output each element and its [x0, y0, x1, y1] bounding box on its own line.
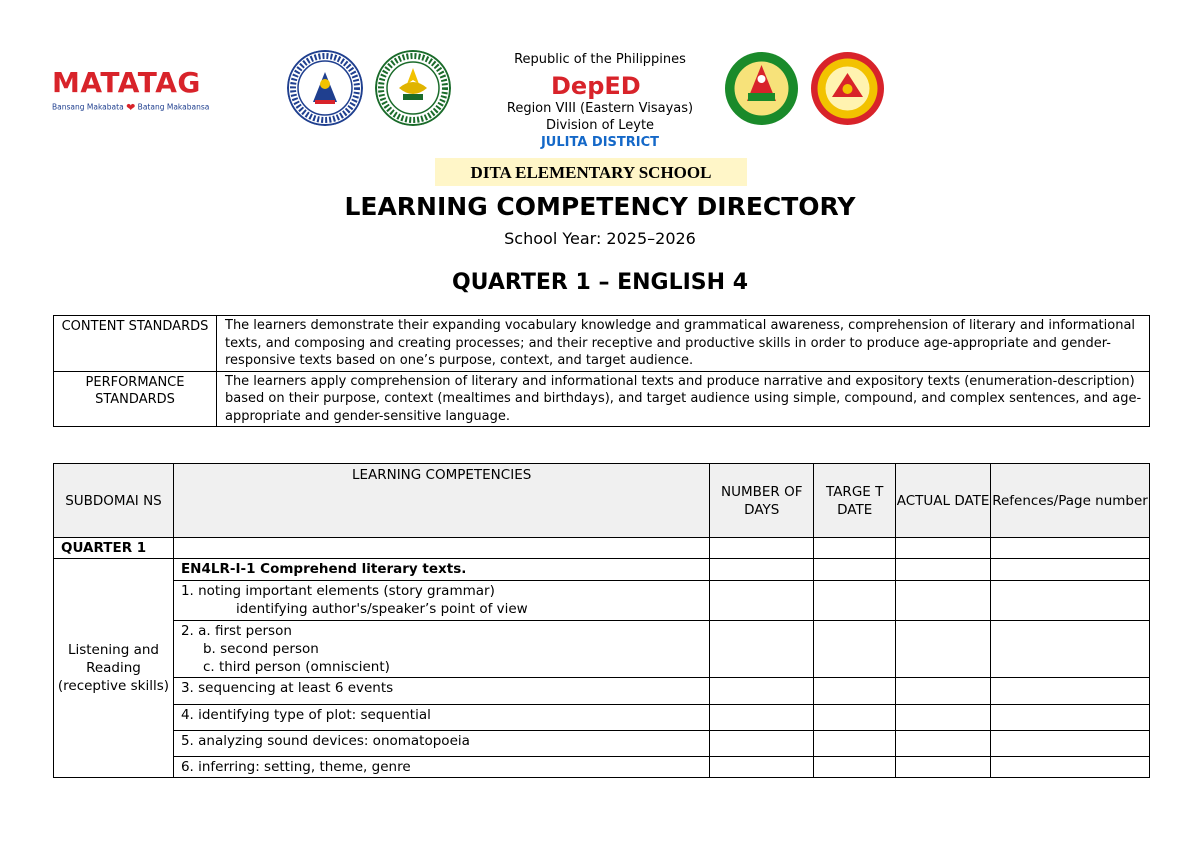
header-references: Refences/Page number [991, 464, 1150, 538]
competency-table [53, 463, 1150, 778]
header-number-of-days: NUMBER OF DAYS [710, 464, 814, 538]
republic-line: Republic of the Philippines [514, 52, 686, 67]
competency-code: EN4LR-I-1 Comprehend literary texts. [173, 559, 709, 581]
competency-item-6: 6. inferring: setting, theme, genre [173, 757, 709, 778]
header-subdomains: SUBDOMAI NS [54, 464, 174, 538]
competency-item-2 [173, 621, 709, 678]
table-row [54, 705, 1150, 731]
competency-item-1 [173, 581, 709, 621]
content-standards-text: The learners demonstrate their expanding vocabulary knowledge and grammatical awareness, comprehension of literary and informational texts, and composing and creating processes; and their receptive and productive skills in order to produce age-appropriate and gender-responsive texts based on one’s purpose, context, and target audience. [217, 316, 1150, 372]
table-row [54, 581, 1150, 621]
header-learning-competencies: LEARNING COMPETENCIES [173, 464, 709, 538]
table-row [54, 559, 1150, 581]
hands-heart-icon: ❤ [126, 101, 136, 114]
district-line: JULITA DISTRICT [540, 135, 660, 150]
schools-division-leyte-seal-icon [375, 50, 451, 126]
header-target-date: TARGE T DATE [814, 464, 896, 538]
item-2b-text: b. second person [202, 641, 319, 657]
quarter-title: QUARTER 1 – ENGLISH 4 [451, 270, 749, 295]
competency-item-5: 5. analyzing sound devices: onomatopoeia [173, 731, 709, 757]
item-2a-text: 2. a. first person [180, 623, 292, 639]
content-standards-label: CONTENT STANDARDS [54, 316, 217, 372]
deped-seal-icon [287, 50, 363, 126]
region-line: Region VIII (Eastern Visayas) [506, 101, 694, 116]
division-line: Division of Leyte [545, 118, 655, 133]
item-2c-text: c. third person (omniscient) [202, 659, 390, 675]
deped-logo-text: DepED [551, 72, 641, 100]
table-row [54, 621, 1150, 678]
page-title: LEARNING COMPETENCY DIRECTORY [344, 192, 856, 221]
content-standards-row [54, 316, 1150, 372]
item-1-text: 1. noting important elements (story grammar) [180, 583, 495, 599]
header-actual-date: ACTUAL DATE [896, 464, 991, 538]
item-1-sub-text: identifying author's/speaker’s point of view [235, 601, 528, 617]
school-name: DITA ELEMENTARY SCHOOL [435, 158, 747, 186]
competency-item-4: 4. identifying type of plot: sequential [173, 705, 709, 731]
table-row [54, 731, 1150, 757]
table-row [54, 757, 1150, 778]
tagline-left: Bansang Makabata [52, 102, 124, 112]
deped-logo [535, 72, 665, 100]
standards-table [53, 315, 1150, 427]
competency-item-3: 3. sequencing at least 6 events [173, 678, 709, 705]
quarter-label: QUARTER 1 [54, 538, 174, 559]
subdomain-cell: Listening and Reading (receptive skills) [54, 559, 174, 778]
performance-standards-row [54, 371, 1150, 427]
dita-elementary-seal-icon [810, 51, 885, 126]
matatag-wordmark: MATATAG [52, 66, 201, 99]
performance-standards-label: PERFORMANCE STANDARDS [54, 371, 217, 427]
julita-district-seal-icon [724, 51, 799, 126]
school-year: School Year: 2025–2026 [504, 229, 696, 248]
table-row [54, 678, 1150, 705]
matatag-tagline [52, 101, 210, 114]
table-header-row [54, 464, 1150, 538]
performance-standards-text: The learners apply comprehension of literary and informational texts and produce narrative and expository texts (enumeration-description) based on their purpose, context (mealtimes and birthdays), and target audience using simple, compound, and complex sentences, and age-appropriate and gender-sensitive language. [217, 371, 1150, 427]
quarter-row [54, 538, 1150, 559]
matatag-logo [52, 66, 210, 114]
tagline-right: Batang Makabansa [137, 102, 210, 112]
